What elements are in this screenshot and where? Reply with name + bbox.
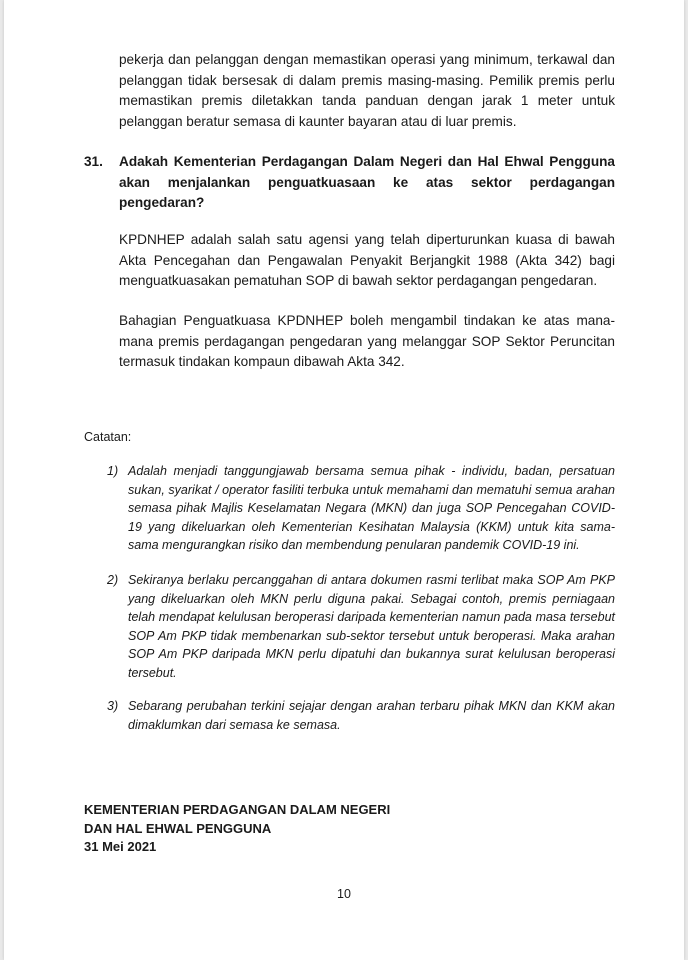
note-text: Sekiranya berlaku percanggahan di antara dokumen rasmi terlibat maka SOP Am PKP yang dikeluarkan oleh MKN perlu diguna pakai. Sebagai contoh, premis perniagaan telah mendapat kelulusan beroperasi daripada kementerian namun pada masa tersebut SOP Am PKP tidak membenarkan sub-sektor tersebut untuk beroperasi. Maka arahan SOP Am PKP daripada MKN perlu dipatuhi dan bukannya surat kelulusan beroperasi tersebut. xyxy=(128,573,615,680)
note-number: 1) xyxy=(107,464,119,478)
document-page xyxy=(4,0,684,960)
note-number: 2) xyxy=(107,573,119,587)
ministry-name-line-2: DAN HAL EHWAL PENGGUNA xyxy=(84,820,272,836)
answer-paragraph-1: KPDNHEP adalah salah satu agensi yang telah diperturunkan kuasa di bawah Akta Pencegahan dan Pengawalan Penyakit Berjangkit 1988 (Akta 342) bagi menguatkuasakan pematuhan SOP di bawah sektor perdagangan pengedaran. xyxy=(119,232,615,288)
note-text: Sebarang perubahan terkini sejajar dengan arahan terbaru pihak MKN dan KKM akan dimaklumkan dari semasa ke semasa. xyxy=(128,699,615,732)
ministry-name-line-1: KEMENTERIAN PERDAGANGAN DALAM NEGERI xyxy=(84,802,391,817)
intro-paragraph: pekerja dan pelanggan dengan memastikan operasi yang minimum, terkawal dan pelanggan tidak bersesak di dalam premis masing-masing. Pemilik premis perlu memastikan premis diletakkan tanda panduan dengan jarak 1 meter untuk pelanggan beratur semasa di kaunter bayaran atau di luar premis. xyxy=(119,52,615,129)
note-text: Adalah menjadi tanggungjawab bersama semua pihak - individu, badan, persatuan sukan, syarikat / operator fasiliti terbuka untuk memahami dan mematuhi semua arahan semasa pihak Majlis Keselamatan Negara (MKN) dan juga SOP Pencegahan COVID-19 yang dikeluarkan oleh Kementerian Kesihatan Malaysia (KKM) untuk kita sama-sama mengurangkan risiko dan membendung penularan pandemik COVID-19 ini. xyxy=(128,464,615,552)
page-number: 10 xyxy=(337,887,351,901)
answer-paragraph-2: Bahagian Penguatkuasa KPDNHEP boleh mengambil tindakan ke atas mana-mana premis perdagangan pengedaran yang melanggar SOP Sektor Peruncitan termasuk tindakan kompaun dibawah Akta 342. xyxy=(119,313,615,369)
document-date: 31 Mei 2021 xyxy=(84,839,157,854)
question-text: Adakah Kementerian Perdagangan Dalam Negeri dan Hal Ehwal Pengguna akan menjalankan penguatkuasaan ke atas sektor perdagangan pengedaran? xyxy=(119,154,615,210)
signature-block xyxy=(84,801,390,857)
question-number: 31. xyxy=(84,154,103,169)
note-number: 3) xyxy=(107,699,119,713)
notes-heading: Catatan: xyxy=(84,430,132,444)
